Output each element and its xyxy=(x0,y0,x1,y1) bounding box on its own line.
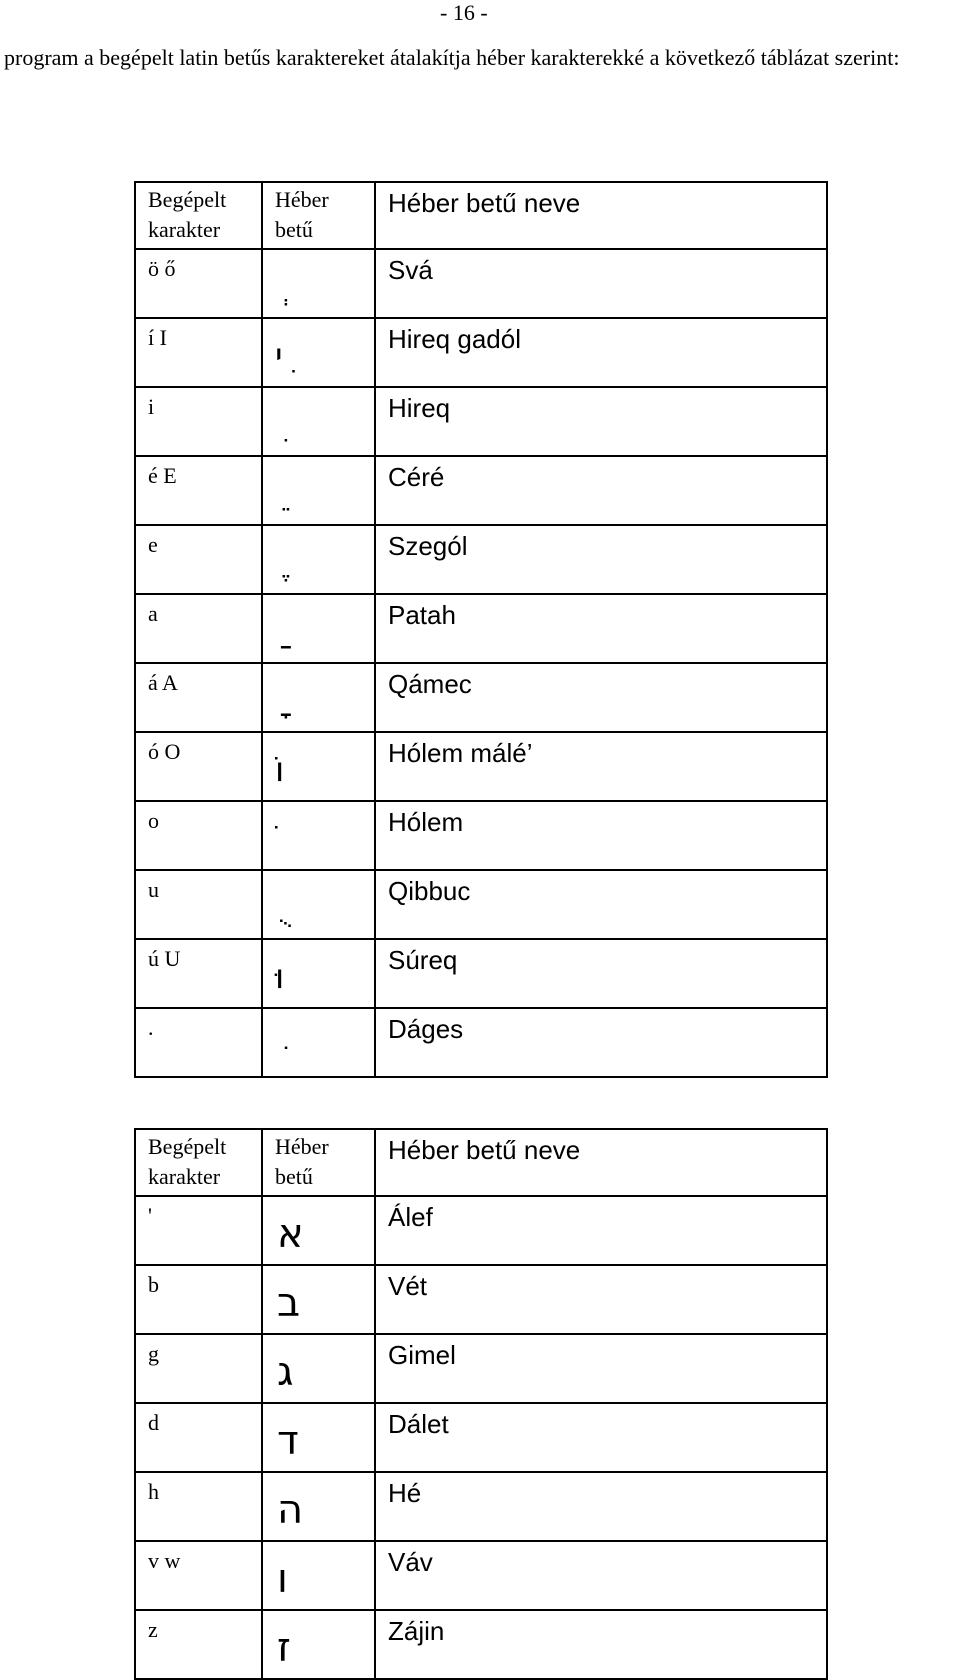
hebrew-glyph: וּ xyxy=(275,957,285,997)
table-row xyxy=(135,663,827,732)
typed-character-cell: z xyxy=(135,1610,262,1679)
typed-character-cell: ' xyxy=(135,1196,262,1265)
hebrew-letter-cell xyxy=(262,594,375,663)
hebrew-letter-cell xyxy=(262,456,375,525)
header-hebrew-letter xyxy=(262,182,375,249)
header-typed-line2: karakter xyxy=(148,217,221,242)
hebrew-letter-cell xyxy=(262,1334,375,1403)
typed-character-cell: á A xyxy=(135,663,262,732)
typed-character-cell: a xyxy=(135,594,262,663)
hebrew-letter-cell xyxy=(262,387,375,456)
typed-character-cell: é E xyxy=(135,456,262,525)
letter-name-cell: Zájin xyxy=(375,1610,827,1679)
table-row xyxy=(135,387,827,456)
table-row xyxy=(135,318,827,387)
letter-name-cell: Dáges xyxy=(375,1008,827,1077)
typed-character-cell: h xyxy=(135,1472,262,1541)
hebrew-letter-cell xyxy=(262,732,375,801)
letter-name-cell: Szegól xyxy=(375,525,827,594)
table-row xyxy=(135,732,827,801)
table-row xyxy=(135,594,827,663)
typed-character-cell: ö ő xyxy=(135,249,262,318)
letter-name-cell: Váv xyxy=(375,1541,827,1610)
letter-name-cell: Hólem málé’ xyxy=(375,732,827,801)
hebrew-letter-cell xyxy=(262,249,375,318)
header-hebrew-line2: betű xyxy=(275,217,313,242)
table-row xyxy=(135,1541,827,1610)
header-typed-character xyxy=(135,1129,262,1196)
typed-character-cell: d xyxy=(135,1403,262,1472)
header-typed-character xyxy=(135,182,262,249)
page-number: - 16 - xyxy=(440,0,488,25)
table-header-row xyxy=(135,182,827,249)
letter-name-cell: Svá xyxy=(375,249,827,318)
header-letter-name: Héber betű neve xyxy=(375,1129,827,1196)
table-row xyxy=(135,870,827,939)
typed-character-cell: i xyxy=(135,387,262,456)
hebrew-glyph: ד xyxy=(277,1418,299,1464)
letter-name-cell: Hireq xyxy=(375,387,827,456)
hebrew-letter-cell xyxy=(262,1196,375,1265)
hebrew-glyph: ז xyxy=(277,1625,291,1671)
table-row xyxy=(135,249,827,318)
letter-name-cell: Súreq xyxy=(375,939,827,1008)
consonant-mapping-table xyxy=(134,1128,828,1680)
hebrew-glyph: א xyxy=(277,1211,304,1257)
hebrew-letter-cell xyxy=(262,1265,375,1334)
header-typed-line2: karakter xyxy=(148,1164,221,1189)
letter-name-cell: Hireq gadól xyxy=(375,318,827,387)
typed-character-cell: b xyxy=(135,1265,262,1334)
hebrew-glyph: וֹ xyxy=(275,750,285,790)
hebrew-letter-cell xyxy=(262,525,375,594)
header-typed-line1: Begépelt xyxy=(148,1134,227,1159)
typed-character-cell: v w xyxy=(135,1541,262,1610)
typed-character-cell: ó O xyxy=(135,732,262,801)
table-row xyxy=(135,456,827,525)
hebrew-letter-cell xyxy=(262,318,375,387)
letter-name-cell: Qámec xyxy=(375,663,827,732)
table-row xyxy=(135,1196,827,1265)
hebrew-letter-cell xyxy=(262,1610,375,1679)
typed-character-cell: ú U xyxy=(135,939,262,1008)
hebrew-glyph: ו xyxy=(277,1556,288,1602)
hebrew-glyph: ִי xyxy=(275,336,283,376)
hebrew-letter-cell xyxy=(262,663,375,732)
letter-name-cell: Álef xyxy=(375,1196,827,1265)
vowel-mapping-table xyxy=(134,181,828,1078)
hebrew-letter-cell xyxy=(262,1403,375,1472)
letter-name-cell: Patah xyxy=(375,594,827,663)
table-row xyxy=(135,1403,827,1472)
typed-character-cell: e xyxy=(135,525,262,594)
letter-name-cell: Hé xyxy=(375,1472,827,1541)
table-row xyxy=(135,525,827,594)
hebrew-letter-cell xyxy=(262,1541,375,1610)
hebrew-letter-cell xyxy=(262,1472,375,1541)
letter-name-cell: Céré xyxy=(375,456,827,525)
letter-name-cell: Vét xyxy=(375,1265,827,1334)
typed-character-cell: í I xyxy=(135,318,262,387)
table-row xyxy=(135,1334,827,1403)
typed-character-cell: . xyxy=(135,1008,262,1077)
hebrew-glyph: ג xyxy=(277,1349,294,1395)
table-row xyxy=(135,1008,827,1077)
hebrew-glyph: ה xyxy=(277,1487,304,1533)
table-row xyxy=(135,1265,827,1334)
letter-name-cell: Qibbuc xyxy=(375,870,827,939)
letter-name-cell: Dálet xyxy=(375,1403,827,1472)
table-row xyxy=(135,939,827,1008)
intro-paragraph: program a begépelt latin betűs karaktereket átalakítja héber karakterekké a következő táblázat szerint: xyxy=(4,45,900,70)
typed-character-cell: g xyxy=(135,1334,262,1403)
typed-character-cell: u xyxy=(135,870,262,939)
table-row xyxy=(135,1610,827,1679)
header-hebrew-line2: betű xyxy=(275,1164,313,1189)
hebrew-letter-cell xyxy=(262,801,375,870)
header-letter-name: Héber betű neve xyxy=(375,182,827,249)
hebrew-letter-cell xyxy=(262,870,375,939)
table-row xyxy=(135,1472,827,1541)
letter-name-cell: Hólem xyxy=(375,801,827,870)
hebrew-glyph: ב xyxy=(277,1280,301,1326)
typed-character-cell: o xyxy=(135,801,262,870)
header-typed-line1: Begépelt xyxy=(148,187,227,212)
table-header-row xyxy=(135,1129,827,1196)
header-hebrew-line1: Héber xyxy=(275,187,329,212)
table-row xyxy=(135,801,827,870)
letter-name-cell: Gimel xyxy=(375,1334,827,1403)
hebrew-letter-cell xyxy=(262,939,375,1008)
header-hebrew-letter xyxy=(262,1129,375,1196)
hebrew-letter-cell xyxy=(262,1008,375,1077)
header-hebrew-line1: Héber xyxy=(275,1134,329,1159)
